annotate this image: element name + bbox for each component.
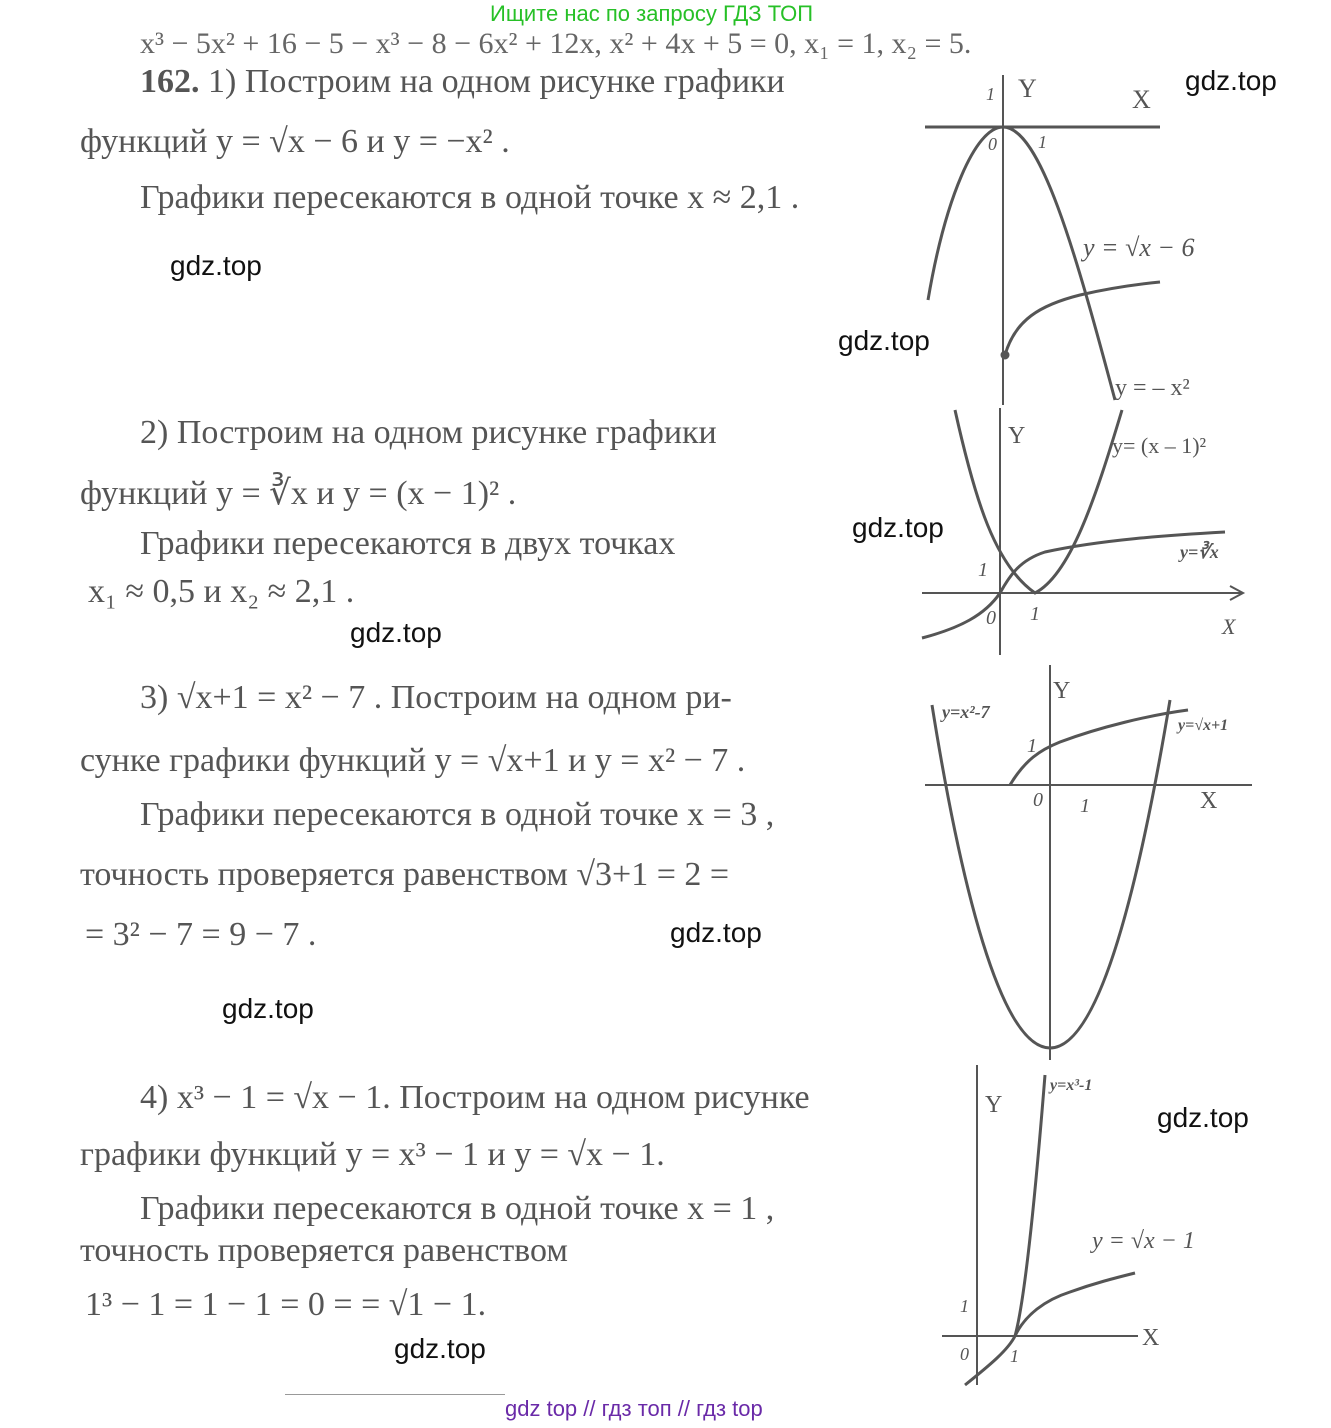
part2-line2: функций y = ∛x и y = (x − 1)² .: [80, 475, 517, 512]
watermark: gdz.top: [222, 993, 314, 1024]
x-axis-label: X: [1200, 788, 1218, 814]
y-axis-label: Y: [1008, 423, 1026, 449]
graph-1: [925, 74, 1194, 405]
tick-x: 1: [1038, 132, 1047, 152]
tick-x: 1: [1010, 1346, 1019, 1366]
cut-off-line: x³ − 5x² + 16 − 5 − x³ − 8 − 6x² + 12x, x² + 4x + 5 = 0, x₁ = 1, x₂ = 5.: [140, 27, 972, 60]
watermark: gdz.top: [852, 512, 944, 543]
curve-label-cuberoot: y=∛x: [1180, 542, 1219, 562]
curve-label-sqrt: y = √x − 6: [1083, 233, 1195, 262]
part3-line3: Графики пересекаются в одной точке x = 3 ,: [140, 796, 775, 833]
x-axis-label: X: [1132, 85, 1151, 114]
part3-line4: точность проверяется равенством √3+1 = 2 =: [80, 856, 730, 893]
part1-line2: функций y = √x − 6 и y = −x² .: [80, 123, 510, 160]
y-axis-label: Y: [985, 1092, 1003, 1118]
origin-label: 0: [986, 607, 996, 629]
origin-label: 0: [988, 134, 997, 154]
origin-label: 0: [1033, 789, 1043, 811]
watermark: gdz.top: [838, 325, 930, 356]
tick-y: 1: [960, 1296, 969, 1316]
footer-divider: [285, 1394, 505, 1395]
tick-x: 1: [1030, 603, 1040, 625]
part1-line1: 1) Построим на одном рисунке графики: [208, 63, 785, 100]
curve-label-cubic: y=x³-1: [1050, 1077, 1093, 1094]
graph-3: [925, 665, 1252, 1060]
tick-x: 1: [1080, 795, 1090, 817]
curve-label-parabola: y= (x – 1)²: [1112, 433, 1207, 458]
watermark: gdz.top: [1157, 1102, 1249, 1133]
start-point: [1002, 352, 1008, 358]
watermark: gdz.top: [394, 1333, 486, 1364]
tick-y: 1: [978, 559, 988, 581]
curve-label-parabola: y=x²-7: [942, 702, 990, 722]
sqrt-curve: [1005, 282, 1160, 355]
footer-links[interactable]: gdz top // гдз топ // гдз top: [505, 1396, 763, 1421]
part4-line5: 1³ − 1 = 1 − 1 = 0 = = √1 − 1.: [85, 1286, 487, 1323]
graph-2: [922, 408, 1243, 655]
part2-line3: Графики пересекаются в двух точках: [140, 525, 676, 562]
part2-line4: x₁ ≈ 0,5 и x₂ ≈ 2,1 .: [88, 573, 355, 610]
tick-y: 1: [1027, 735, 1037, 757]
problem-number: 162.: [140, 63, 200, 100]
curve-label-sqrt: y = √x − 1: [1092, 1228, 1195, 1254]
part4-line1: 4) x³ − 1 = √x − 1. Построим на одном рисунке: [140, 1079, 810, 1116]
y-axis-label: Y: [1053, 678, 1071, 704]
part3-line2: сунке графики функций y = √x+1 и y = x² − 7 .: [80, 742, 746, 779]
watermark: gdz.top: [350, 617, 442, 648]
part4-line4: точность проверяется равенством: [80, 1232, 568, 1269]
parabola-curve: [928, 127, 1115, 400]
watermark: gdz.top: [170, 250, 262, 281]
origin-label: 0: [960, 1344, 969, 1364]
curve-label-parabola: y = – x²: [1115, 375, 1190, 401]
curve-label-sqrt: y=√x+1: [1178, 717, 1229, 734]
part4-line3: Графики пересекаются в одной точке x = 1 ,: [140, 1190, 775, 1227]
watermark: gdz.top: [670, 917, 762, 948]
x-axis-label: X: [1222, 614, 1236, 639]
part2-line1: 2) Построим на одном рисунке графики: [140, 414, 717, 451]
y-axis-label: Y: [1018, 74, 1037, 103]
sqrt-curve: [1015, 1273, 1135, 1336]
tick-y: 1: [986, 84, 995, 104]
part4-line2: графики функций y = x³ − 1 и y = √x − 1.: [80, 1136, 665, 1173]
part1-line3: Графики пересекаются в одной точке x ≈ 2,1 .: [140, 179, 800, 216]
part3-line1: 3) √x+1 = x² − 7 . Построим на одном ри-: [140, 679, 732, 716]
search-banner[interactable]: Ищите нас по запросу ГДЗ ТОП: [490, 1, 814, 26]
x-axis-label: X: [1142, 1325, 1160, 1351]
watermark: gdz.top: [1185, 65, 1277, 96]
part3-line5: = 3² − 7 = 9 − 7 .: [85, 916, 317, 953]
